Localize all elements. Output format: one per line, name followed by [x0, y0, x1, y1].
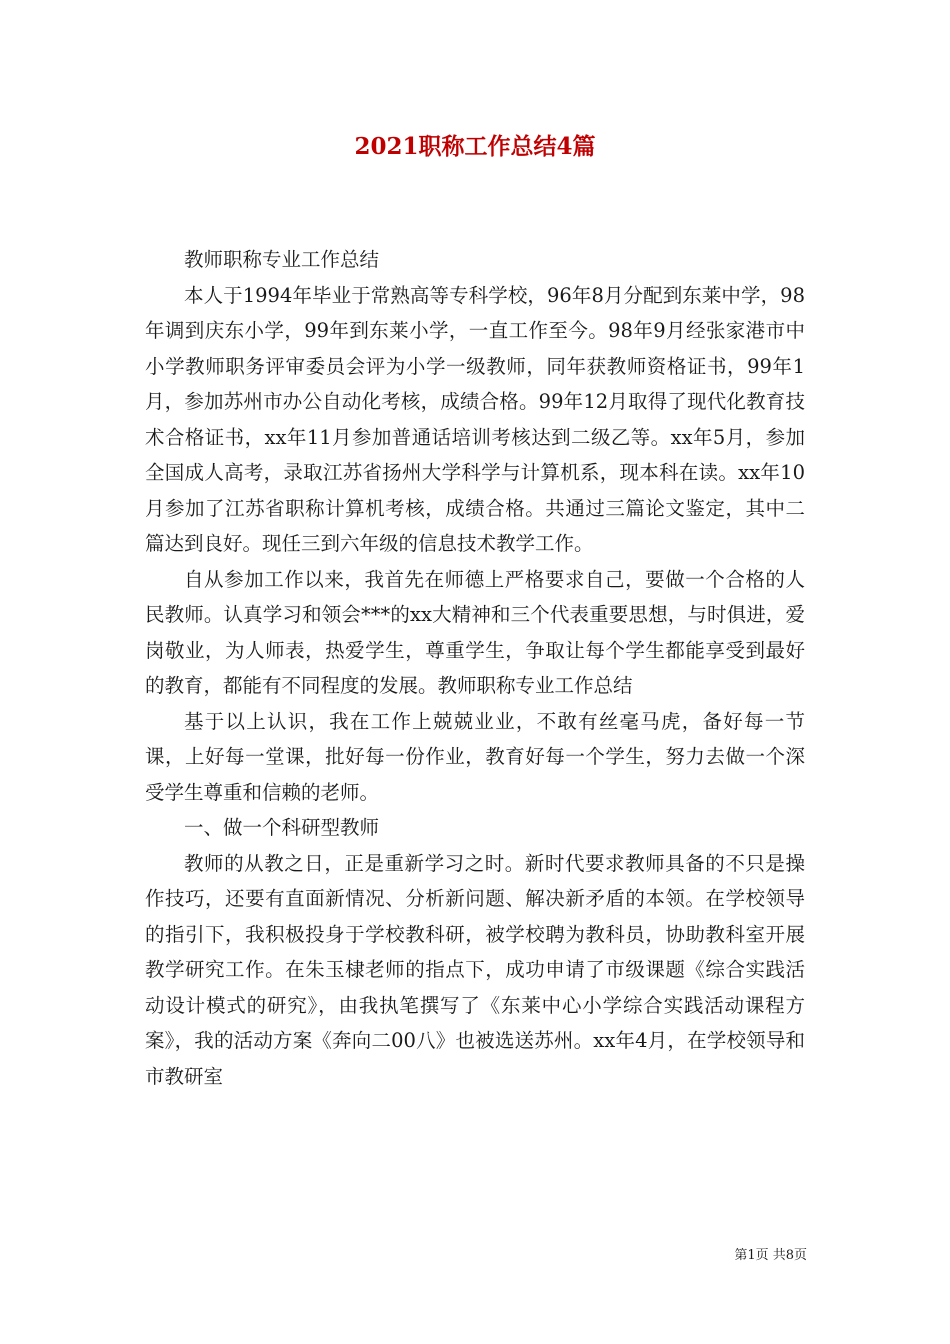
- paragraph: 教师的从教之日，正是重新学习之时。新时代要求教师具备的不只是操作技巧，还要有直面新情况、分析新问题、解决新矛盾的本领。在学校领导的指引下，我积极投身于学校教科研，被学校聘为教科员，协助教科室开展教学研究工作。在朱玉棣老师的指点下，成功申请了市级课题《综合实践活动设计模式的研究》，由我执笔撰写了《东莱中心小学综合实践活动课程方案》，我的活动方案《奔向二00八》也被选送苏州。xx年4月，在学校领导和市教研室: [145, 851, 805, 1088]
- paragraph: 基于以上认识，我在工作上兢兢业业，不敢有丝毫马虎，备好每一节课，上好每一堂课，批好每一份作业，教育好每一个学生，努力去做一个深受学生尊重和信赖的老师。: [145, 709, 805, 804]
- document-title: 2021职称工作总结4篇: [354, 133, 596, 160]
- document-body: [145, 242, 805, 1094]
- paragraph: 本人于1994年毕业于常熟高等专科学校，96年8月分配到东莱中学，98年调到庆东小学，99年到东莱小学，一直工作至今。98年9月经张家港市中小学教师职务评审委员会评为小学一级教师，同年获教师资格证书，99年1月，参加苏州市办公自动化考核，成绩合格。99年12月取得了现代化教育技术合格证书，xx年11月参加普通话培训考核达到二级乙等。xx年5月，参加全国成人高考，录取江苏省扬州大学科学与计算机系，现本科在读。xx年10月参加了江苏省职称计算机考核，成绩合格。共通过三篇论文鉴定，其中二篇达到良好。现任三到六年级的信息技术教学工作。: [145, 283, 805, 555]
- section-heading: 教师职称专业工作总结: [184, 248, 380, 271]
- page-number-footer: 第1页 共8页: [734, 1248, 807, 1263]
- section-heading: 一、做一个科研型教师: [184, 816, 380, 839]
- paragraph: 自从参加工作以来，我首先在师德上严格要求自己，要做一个合格的人民教师。认真学习和领会***的xx大精神和三个代表重要思想，与时俱进，爱岗敬业，为人师表，热爱学生，尊重学生，争取让每个学生都能享受到最好的教育，都能有不同程度的发展。教师职称专业工作总结: [145, 567, 805, 697]
